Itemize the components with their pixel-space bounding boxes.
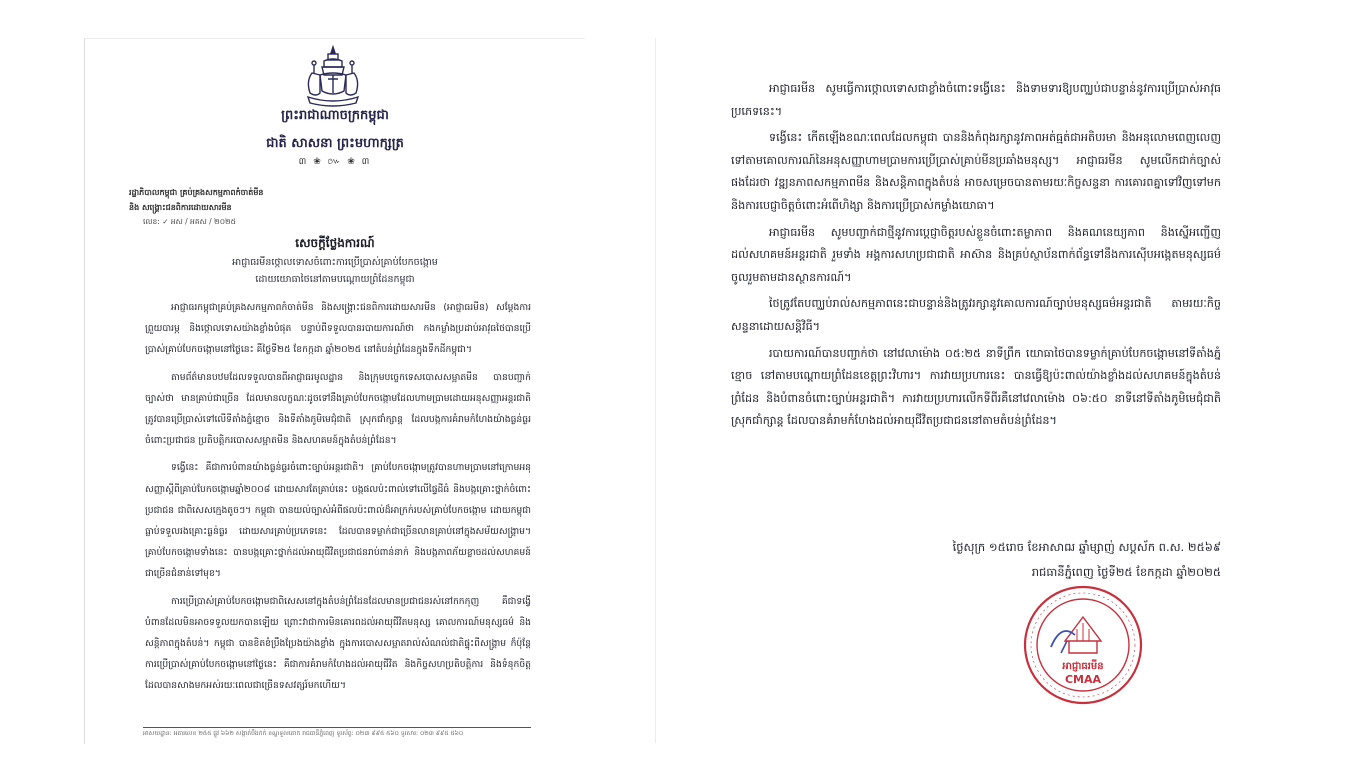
lunar-date-line: ថ្ងៃសុក្រ ១៥រោច ខែអាសាឍ ឆ្នាំម្សាញ់ សប្តស័ក ព.ស. ២៥៦៩ bbox=[952, 540, 1221, 554]
seal-abbreviation: CMAA bbox=[1064, 673, 1102, 686]
paragraph: អាជ្ញាធរកម្ពុជាគ្រប់គ្រងសកម្មភាពកំចាត់មីន និងសង្គ្រោះជនពិការដោយសារមីន (អាជ្ញាធរមីន) សម្តែងការព្រួយបារម្ភ និងថ្កោលទោសយ៉ាងខ្លាំងបំផុត បន្ទាប់ពីទទួលបានរបាយការណ៍ថា កងកម្លាំងប្រដាប់អាវុធថៃបានប្រើប្រាស់គ្រាប់បែកចង្កោមនៅថ្ងៃនេះ គឺថ្ងៃទី២៥ ខែកក្កដា ឆ្នាំ២០២៥ នៅតំបន់ព្រំដែនក្នុងទឹកដីកម្ពុជា។ bbox=[145, 302, 531, 356]
seal-org-name: អាជ្ញាធរមីន bbox=[1062, 661, 1104, 672]
paragraph: អាជ្ញាធរមីន សូមធ្វើការថ្កោលទោសជាខ្លាំងចំពោះទង្វើនេះ និងទាមទារឱ្យបញ្ឈប់ជាបន្ទាន់នូវការប្រើប្រាស់អាវុធប្រភេទនេះ។ bbox=[731, 82, 1221, 118]
paragraph: តាមព័ត៌មានបឋមដែលទទួលបានពីអាជ្ញាធរមូលដ្ឋាន និងក្រុមបច្ចេកទេសបោសសម្អាតមីន បានបញ្ជាក់ច្បាស់ថា មានគ្រាប់ជាច្រើន ដែលមានលក្ខណៈដូចទៅនឹងគ្រាប់បែកចង្កោមដែលហាមប្រាមដោយអនុសញ្ញាអន្តរជាតិ ត្រូវបានប្រើប្រាស់ទៅលើទីតាំងភ្នំខ្មោច និងទីតាំងភូមិមេជុំជាតិ ស្រុកជាំក្សាន្ត ដែលបង្កការគំរាមកំហែងយ៉ាងធ្ងន់ធ្ងរចំពោះប្រជាជន ប្រតិបត្តិករបោសសម្អាតមីន និងសហគមន៍ក្នុងតំបន់ព្រំដែន។ bbox=[145, 371, 531, 447]
statement-page-1 bbox=[84, 38, 585, 744]
footer-divider bbox=[143, 727, 531, 728]
footer-address: អាសយដ្ឋាន: អគារលេខ ២៥៥ ផ្លូវ ៦៦២ សង្កាត់បឹងកក់ ខណ្ឌទួលគោក រាជធានីភ្នំពេញ ទូរស័ព្ទ: ០២៣ ៩៩៥ ៥៦០ ទូរសារ: ០២៣ ៩៩៥ ៥៦០ bbox=[143, 730, 464, 737]
statement-subtitle-line2: ដោយយោធាថៃនៅតាមបណ្តោយព្រំដែនកម្ពុជា bbox=[255, 274, 415, 285]
royal-emblem-icon bbox=[298, 45, 368, 111]
authority-name-line2: និង សង្គ្រោះជនពិការដោយសារមីន bbox=[129, 203, 232, 212]
statement-body-right bbox=[731, 78, 1221, 437]
paragraph: ទង្វើនេះ គឺជាការបំពានយ៉ាងធ្ងន់ធ្ងរចំពោះច្បាប់អន្តរជាតិ។ គ្រាប់បែកចង្កោមត្រូវបានហាមប្រាមនៅក្រោមអនុសញ្ញាស្តីពីគ្រាប់បែកចង្កោមឆ្នាំ២០០៨ ដោយសារតែគ្រាប់នេះ បង្កផលប៉ះពាល់ទៅលើផ្ទៃដីធំ និងបង្កគ្រោះថ្នាក់ចំពោះប្រជាជន ជាពិសេសក្មេងតូចៗ។ កម្ពុជា បានយល់ច្បាស់អំពីផលប៉ះពាល់ដ៏អាក្រក់របស់គ្រាប់បែកចង្កោម ដោយកម្ពុជាធ្លាប់ទទួលរងគ្រោះធ្ងន់ធ្ងរ ដោយសារគ្រាប់ប្រភេទនេះ ដែលបានទម្លាក់ជាច្រើនលានគ្រាប់នៅក្នុងសម័យសង្គ្រាម។ គ្រាប់បែកចង្កោមទាំងនេះ បានបង្កគ្រោះថ្នាក់ដល់អាយុជីវិតប្រជាជនរាប់ពាន់នាក់ និងបង្កភាពភ័យខ្លាចដល់សហគមន៍ជាច្រើនជំនាន់ទៅមុខ។ bbox=[145, 462, 531, 580]
authority-name-line1: រដ្ឋាភិបាលកម្ពុជា គ្រប់គ្រងសកម្មភាពកំចាត់មីន bbox=[129, 188, 264, 197]
place-date-line: រាជធានីភ្នំពេញ ថ្ងៃទី២៥ ខែកក្កដា ឆ្នាំ២០២៥ bbox=[1031, 565, 1221, 579]
paragraph: ថៃត្រូវតែបញ្ឈប់រាល់សកម្មភាពនេះជាបន្ទាន់និងត្រូវរក្សានូវគោលការណ៍ច្បាប់មនុស្សធម៌អន្តរជាតិ តាមរយៈកិច្ចសន្ទនាដោយសន្តិវិធី។ bbox=[731, 297, 1221, 333]
statement-subtitle-line1: អាជ្ញាធរមីនថ្កោលទោសចំពោះការប្រើប្រាស់គ្រាប់បែកចង្កោម bbox=[232, 257, 438, 268]
paragraph: របាយការណ៍បានបញ្ជាក់ថា នៅវេលាម៉ោង ០៥:២៥ នាទីព្រឹក យោធាថៃបានទម្លាក់គ្រាប់បែកចង្កោមនៅទីតាំងភ្នំខ្មោច នៅតាមបណ្តោយព្រំដែនខេត្តព្រះវិហារ។ ការវាយប្រហារនេះ បានធ្វើឱ្យប៉ះពាល់យ៉ាងខ្លាំងដល់សហគមន៍ក្នុងតំបន់ព្រំដែន និងបំពានចំពោះច្បាប់អន្តរជាតិ។ ការវាយប្រហារលើកទីពីរគឺនៅវេលាម៉ោង ០៦:៥០ នាទីនៅទីតាំងភូមិមេជុំជាតិ ស្រុកជាំក្សាន្ត ដែលបានគំរាមកំហែងដល់អាយុជីវិតប្រជាជននៅតាមតំបន់ព្រំដែន។ bbox=[731, 346, 1221, 428]
national-motto: ជាតិ សាសនា ព្រះមហាក្សត្រ bbox=[266, 136, 404, 151]
statement-title: សេចក្តីថ្លែងការណ៍ bbox=[295, 236, 375, 250]
ornament-divider: ៣ ❀ ៚ ❀ ៣ bbox=[298, 157, 372, 167]
paragraph: ទង្វើនេះ កើតឡើងខណៈពេលដែលកម្ពុជា បាននិងកំពុងរក្សានូវភាពអត់ធ្មត់ជាអតិបរមា និងអនុលោមពេញលេញទៅតាមគោលការណ៍នៃអនុសញ្ញាហាមប្រាមការប្រើប្រាស់គ្រាប់មីនប្រឆាំងមនុស្ស។ អាជ្ញាធរមីន សូមលើកជាក់ច្បាស់ផងដែរថា វឌ្ឍនភាពសកម្មភាពមីន និងសន្តិភាពក្នុងតំបន់ អាចសម្រេចបានតាមរយៈកិច្ចសន្ទនា ការគោរពគ្នាទៅវិញទៅមក និងការបេជ្ញាចិត្តចំពោះអំពើហិង្សា និងការប្រើប្រាស់កម្លាំងយោធា។ bbox=[731, 131, 1221, 212]
paragraph: ការប្រើប្រាស់គ្រាប់បែកចង្កោមជាពិសេសនៅក្នុងតំបន់ព្រំដែនដែលមានប្រជាជនរស់នៅកកកុញ គឺជាទង្វើបំពានដែលមិនអាចទទួលយកបានឡើយ ព្រោះវាជាការមិនគោរពដល់អាយុជីវិតមនុស្ស គោលការណ៍មនុស្សធម៌ និងសន្តិភាពក្នុងតំបន់។ កម្ពុជា បានខិតខំប្រឹងប្រែងយ៉ាងខ្លាំង ក្នុងការបោសសម្អាតរាល់សំណល់ជាតិផ្ទុះពីសង្គ្រាម ក៏ប៉ុន្តែ ការប្រើប្រាស់គ្រាប់បែកចង្កោមនៅថ្ងៃនេះ គឺជាការគំរាមកំហែងដល់អាយុជីវិត និងកិច្ចសហប្រតិបត្តិការ និងទំនុកចិត្ត ដែលបានសាងមកអស់រយៈពេលជាច្រើនទសវត្សរ៍មកហើយ។ bbox=[145, 595, 531, 692]
reference-number: លេខ: ✓ អស / អគស / ២០២៥ bbox=[143, 217, 236, 226]
kingdom-title: ព្រះរាជាណាចក្រកម្ពុជា bbox=[281, 108, 389, 123]
statement-page-2 bbox=[655, 38, 1296, 743]
paragraph: អាជ្ញាធរមីន សូមបញ្ជាក់ជាថ្មីនូវការប្តេជ្ញាចិត្តរបស់ខ្លួនចំពោះតម្លាភាព និងគណនេយ្យភាព និងស្នើអញ្ជើញដល់សហគមន៍អន្តរជាតិ រួមទាំង អង្គការសហប្រជាជាតិ អាស៊ាន និងគ្រប់ស្ថាប័នពាក់ព័ន្ធទៅនឹងការស៊ើបអង្កេតមនុស្សធម៌ ចូលរួមតាមដានស្ថានការណ៍។ bbox=[731, 225, 1221, 284]
statement-body-left bbox=[145, 297, 531, 703]
official-seal-stamp bbox=[1021, 583, 1145, 707]
